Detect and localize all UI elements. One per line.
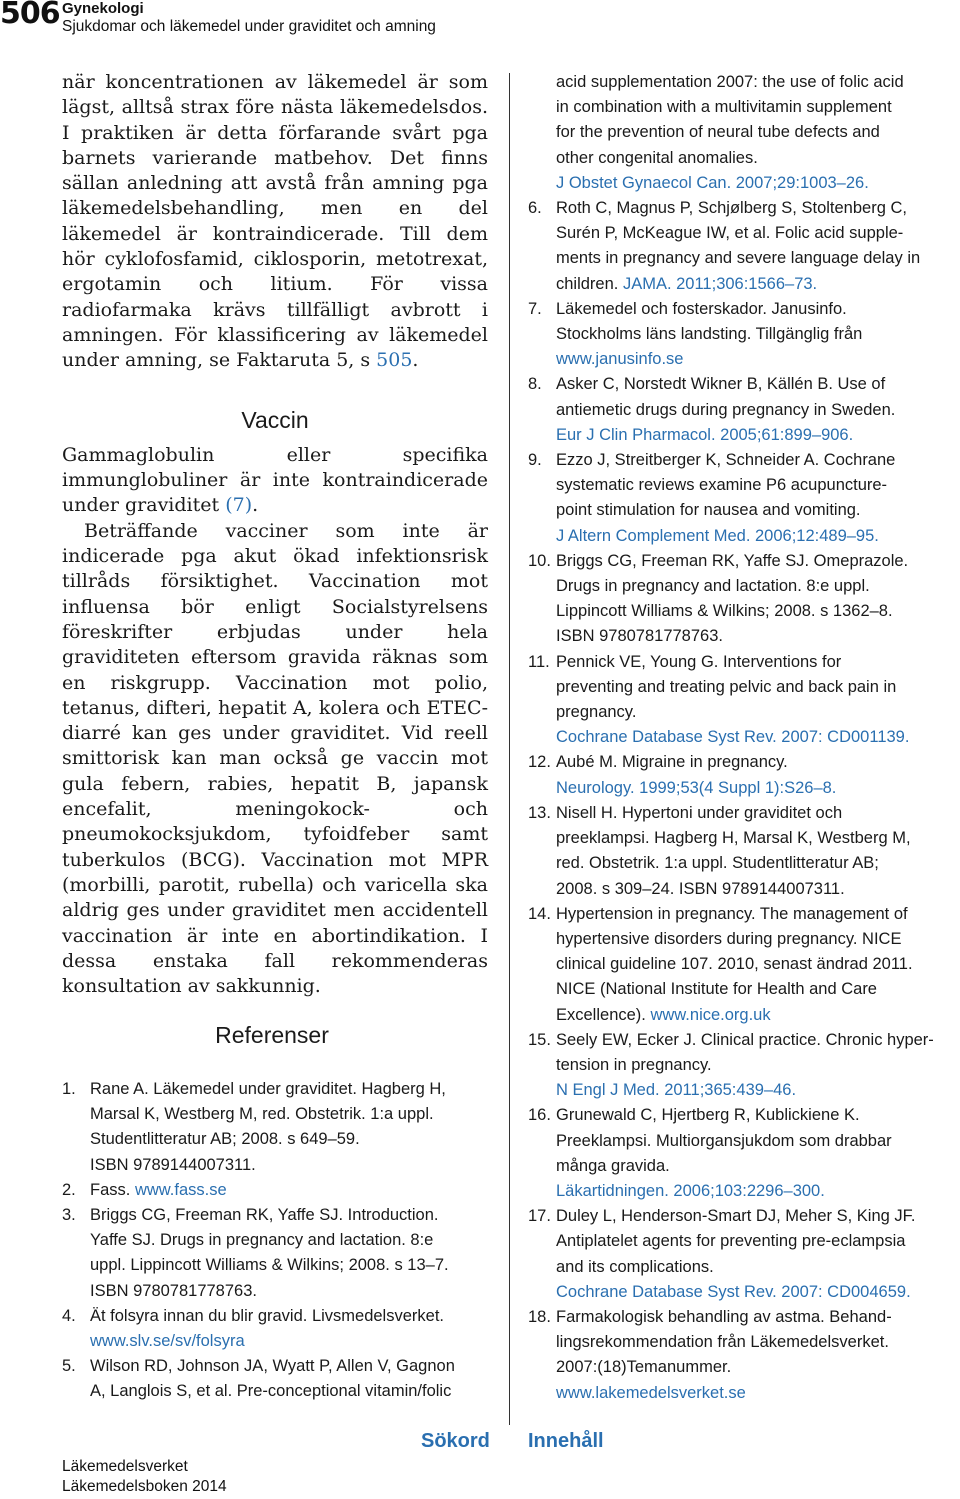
reference-line-text: många gravida. (556, 1156, 670, 1175)
reference-line (90, 1077, 492, 1102)
reference-line (556, 902, 958, 927)
reference-line-text: uppl. Lippincott Williams & Wilkins; 2008. s 13–7. (90, 1256, 449, 1275)
reference-line-text: A, Langlois S, et al. Pre-conceptional vitamin/folic (90, 1382, 452, 1401)
reference-line (90, 1102, 492, 1127)
column-divider (509, 73, 510, 1425)
reference-link[interactable]: Eur J Clin Pharmacol. 2005;61:899–906. (556, 425, 854, 444)
reference-line-text: Pennick VE, Young G. Interventions for (556, 652, 842, 671)
reference-line-text: and its complications. (556, 1257, 714, 1276)
reference-link[interactable]: JAMA. 2011;306:1566–73. (622, 274, 818, 293)
reference-line (556, 826, 958, 851)
reference-text (90, 1178, 492, 1203)
reference-line (90, 1253, 492, 1278)
reference-line (90, 1279, 492, 1304)
reference-line-text: Marsal K, Westberg M, red. Obstetrik. 1:a uppl. (90, 1105, 434, 1124)
reference-item (528, 902, 958, 1028)
reference-line-text: Rane A. Läkemedel under graviditet. Hagberg H, (90, 1080, 446, 1098)
reference-line (90, 1304, 492, 1329)
chapter-title: Sjukdomar och läkemedel under graviditet och amning (62, 18, 436, 35)
reference-line-text: Grunewald C, Hjertberg R, Kublickiene K. (556, 1106, 860, 1125)
reference-link[interactable]: Cochrane Database Syst Rev. 2007: CD001139. (556, 728, 910, 747)
reference-number: 4. (62, 1306, 76, 1325)
reference-line-text: Duley L, Henderson-Smart DJ, Meher S, King JF. (556, 1207, 916, 1226)
reference-text (90, 1304, 492, 1354)
reference-line-text: Nisell H. Hypertoni under graviditet och (556, 803, 843, 822)
reference-line (556, 599, 958, 624)
reference-item (528, 801, 958, 902)
reference-line (556, 549, 958, 574)
reference-line (556, 1154, 958, 1179)
reference-line-text: Asker C, Norstedt Wikner B, Källén B. Use of (556, 375, 886, 394)
reference-line-text: Yaffe SJ. Drugs in pregnancy and lactation. 8:e (90, 1231, 434, 1250)
reference-line: acid supplementation 2007: the use of folic acid (556, 73, 904, 91)
reference-line-text: NICE (National Institute for Health and Care (556, 980, 877, 999)
reference-text (556, 1028, 958, 1104)
reference-line-text: ISBN 9780781778763. (556, 627, 723, 646)
reference-line-text: 2007:(18)Temanummer. (556, 1358, 732, 1377)
reference-line-text: Excellence). (556, 1005, 651, 1024)
reference-line (556, 1355, 958, 1380)
reference-text (556, 750, 958, 800)
reference-number: 11. (528, 652, 550, 671)
reference-line (90, 1178, 492, 1203)
reference-item (62, 1203, 492, 1304)
reference-text (556, 1103, 958, 1204)
paragraph-end: . (252, 494, 259, 517)
reference-link[interactable]: J Altern Complement Med. 2006;12:489–95. (556, 526, 879, 545)
reference-line (556, 448, 958, 473)
reference-link[interactable]: www.janusinfo.se (556, 350, 684, 369)
reference-line (556, 1028, 958, 1053)
reference-item (528, 1103, 958, 1204)
reference-line-text: Lippincott Williams & Wilkins; 2008. s 1362–8. (556, 602, 893, 621)
reference-5-continuation (528, 70, 958, 196)
reference-line (556, 750, 958, 775)
reference-line-text: Ät folsyra innan du blir gravid. Livsmedelsverket. (90, 1306, 444, 1325)
reference-line (556, 498, 958, 523)
reference-line-text: Hypertension in pregnancy. The management of (556, 904, 908, 923)
reference-line (556, 801, 958, 826)
reference-line (556, 1003, 958, 1028)
reference-item (528, 750, 958, 800)
reference-line-text: Läkemedel och fosterskador. Janusinfo. (556, 299, 847, 318)
reference-line-text: ISBN 9780781778763. (90, 1281, 257, 1300)
reference-item (528, 549, 958, 650)
reference-line (556, 851, 958, 876)
reference-item (528, 448, 958, 549)
reference-line-text: Surén P, McKeague IW, et al. Folic acid supple- (556, 224, 904, 243)
reference-number: 7. (528, 299, 542, 318)
reference-line (556, 1229, 958, 1254)
reference-line-text: hypertensive disorders during pregnancy. NICE (556, 929, 902, 948)
reference-item (528, 1305, 958, 1406)
reference-line-text: Seely EW, Ecker J. Clinical practice. Chronic hyper- (556, 1030, 934, 1049)
reference-line (90, 1379, 492, 1404)
reference-text (556, 902, 958, 1028)
reference-line-text: Preeklampsi. Multiorgansjukdom som drabbar (556, 1131, 892, 1150)
reference-text (556, 196, 958, 297)
reference-line-text: red. Obstetrik. 1:a uppl. Studentlitteratur AB; (556, 854, 879, 873)
reference-line-text: Farmakologisk behandling av astma. Behand- (556, 1307, 892, 1326)
vaccin-heading: Vaccin (241, 406, 309, 433)
reference-line (556, 221, 958, 246)
reference-link[interactable]: Neurology. 1999;53(4 Suppl 1):S26–8. (556, 778, 837, 797)
reference-number: 13. (528, 803, 551, 822)
reference-item (528, 1028, 958, 1104)
reference-number: 6. (528, 199, 542, 218)
reference-line (556, 372, 958, 397)
reference-link[interactable]: J Obstet Gynaecol Can. 2007;29:1003–26. (556, 173, 869, 192)
reference-number: 9. (528, 451, 542, 470)
reference-line (556, 1305, 958, 1330)
reference-line-text: lingsrekommendation från Läkemedelsverket. (556, 1333, 889, 1352)
reference-line-text: Briggs CG, Freeman RK, Yaffe SJ. Omeprazole. (556, 551, 909, 570)
reference-line-text: systematic reviews examine P6 acupuncture- (556, 476, 888, 495)
reference-text (90, 1203, 492, 1304)
footer-org: Läkemedelsverket (62, 1458, 188, 1475)
reference-line-text: ments in pregnancy and severe language delay in (556, 249, 921, 268)
reference-line-text: Briggs CG, Freeman RK, Yaffe SJ. Introduction. (90, 1206, 439, 1225)
reference-line (556, 322, 958, 347)
reference-line-text: Ezzo J, Streitberger K, Schneider A. Cochrane (556, 451, 896, 470)
reference-line (556, 977, 958, 1002)
reference-number: 8. (528, 375, 542, 394)
paragraph-breastfeeding (62, 70, 488, 374)
reference-number: 5. (62, 1357, 76, 1376)
section-title: Gynekologi (62, 0, 144, 17)
reference-text (556, 297, 958, 373)
reference-number: 10. (528, 551, 551, 570)
reference-line (556, 952, 958, 977)
page-number: 506 (0, 0, 60, 31)
reference-line (556, 927, 958, 952)
footer-publisher (62, 1457, 227, 1497)
reference-item (62, 1077, 492, 1178)
reference-line-text: preventing and treating pelvic and back pain in (556, 677, 897, 696)
reference-line (556, 877, 958, 902)
reference-link[interactable]: www.lakemedelsverket.se (556, 1383, 746, 1402)
reference-line (556, 700, 958, 725)
reference-line (556, 1255, 958, 1280)
reference-item (528, 196, 958, 297)
reference-link[interactable]: www.slv.se/sv/folsyra (90, 1332, 245, 1351)
reference-item (62, 1304, 492, 1354)
reference-line-text: Antiplatelet agents for preventing pre-eclampsia (556, 1232, 906, 1251)
reference-number: 12. (528, 753, 551, 772)
reference-line (556, 297, 958, 322)
references-heading: Referenser (215, 1022, 329, 1048)
sokord-link[interactable]: Sökord (421, 1430, 490, 1452)
reference-line-text: point stimulation for nausea and vomiting. (556, 501, 861, 520)
reference-number: 16. (528, 1106, 551, 1125)
reference-link-7[interactable]: (7) (225, 494, 253, 517)
reference-line-text: pregnancy. (556, 703, 637, 722)
paragraph-vaccines: Beträffande vacciner som inte är indicerade pga akut ökad infektionsrisk tillråds försiktighet. Vaccination mot influensa bör enligt Socialstyrelsens föreskrifter erbjudas under hela graviditeten eftersom gravida räknas som en riskgrupp. Vaccination mot polio, tetanus, difteri, hepatit A, kolera och ETEC-diarré kan ges under graviditet. Vid reell smittorisk kan man också ge vaccin mot gula febern, rabies, hepatit B, japansk encefalit, meningokock- och pneumokocksjukdom, tyfoidfeber samt tuberkulos (BCG). Vaccination mot MPR (morbilli, parotit, rubella) och varicella ska aldrig ges under graviditet men accidentell vaccination är inte en abortindikation. I dessa enstaka fall rekommenderas konsultation av sakkunnig. (62, 519, 488, 998)
reference-line (90, 1127, 492, 1152)
reference-text (90, 1354, 492, 1404)
reference-text (556, 801, 958, 902)
reference-line-text: children. (556, 274, 623, 293)
reference-line (90, 1354, 492, 1379)
reference-number: 3. (62, 1206, 76, 1225)
reference-text (556, 549, 958, 650)
reference-text (90, 1077, 492, 1178)
reference-text (556, 650, 958, 751)
reference-number: 2. (62, 1180, 76, 1199)
reference-item (62, 1178, 492, 1203)
reference-number: 14. (528, 904, 551, 923)
reference-line: in combination with a multivitamin supplement (556, 98, 892, 117)
reference-line-text: Wilson RD, Johnson JA, Wyatt P, Allen V, Gagnon (90, 1357, 455, 1376)
reference-text (556, 448, 958, 549)
reference-line-text: Studentlitteratur AB; 2008. s 649–59. (90, 1130, 360, 1149)
reference-line-text: clinical guideline 107. 2010, senast ändrad 2011. (556, 955, 913, 974)
reference-number: 18. (528, 1307, 551, 1326)
reference-number: 17. (528, 1207, 551, 1226)
reference-line-text: ISBN 9789144007311. (90, 1155, 256, 1174)
reference-line (556, 473, 958, 498)
reference-line (556, 675, 958, 700)
footer-book: Läkemedelsboken 2014 (62, 1478, 227, 1495)
reference-line-text: Roth C, Magnus P, Schjølberg S, Stoltenberg C, (556, 199, 907, 218)
reference-link[interactable]: N Engl J Med. 2011;365:439–46. (556, 1081, 797, 1100)
reference-line (90, 1203, 492, 1228)
reference-line (556, 272, 958, 297)
reference-number: 1. (62, 1080, 76, 1098)
reference-link[interactable]: www.fass.se (134, 1180, 227, 1199)
references-list-left (62, 1077, 492, 1405)
reference-line (556, 1103, 958, 1128)
reference-line-text: Drugs in pregnancy and lactation. 8:e uppl. (556, 577, 870, 596)
reference-number: 15. (528, 1030, 551, 1049)
paragraph-end: . (412, 349, 419, 372)
paragraph-text: Gammaglobulin eller specifika immunglobuliner är inte kontraindicerade under graviditet (62, 443, 488, 517)
reference-line: for the prevention of neural tube defects and (556, 123, 880, 142)
reference-line-text: antiemetic drugs during pregnancy in Sweden. (556, 400, 896, 419)
reference-line-text: 2008. s 309–24. ISBN 9789144007311. (556, 879, 845, 898)
reference-item (62, 1354, 492, 1404)
reference-line: other congenital anomalies. (556, 148, 758, 167)
reference-line (90, 1153, 492, 1178)
page-link-505[interactable]: 505 (376, 349, 413, 372)
reference-line (556, 1204, 958, 1229)
reference-line (556, 196, 958, 221)
reference-line-text: Fass. (90, 1180, 135, 1199)
reference-item (528, 650, 958, 751)
reference-text (556, 1305, 958, 1406)
reference-item (528, 372, 958, 448)
references-list-right (528, 70, 958, 1406)
reference-item (528, 297, 958, 373)
paragraph-text: när koncentrationen av läkemedel är som lägst, alltså strax före nästa läkemedelsdos. I praktiken är detta förfarande svårt pga barnets varierande matbehov. Det finns sällan anledning att avstå från amning pga läkemedelsbehandling, men en del läkemedel är kontraindicerade. Till dem hör cyklofosfamid, ciklosporin, metotrexat, ergotamin och litium. För vissa radiofarmaka krävs tillfälligt avbrott i amningen. För klassificering av läkemedel under amning, se Faktaruta 5, s (62, 71, 488, 372)
reference-line (556, 246, 958, 271)
reference-text (556, 372, 958, 448)
reference-line-text: tension in pregnancy. (556, 1055, 712, 1074)
reference-line (556, 398, 958, 423)
reference-link[interactable]: www.nice.org.uk (650, 1005, 771, 1024)
reference-line (90, 1228, 492, 1253)
reference-line-text: preeklampsi. Hagberg H, Marsal K, Westberg M, (556, 829, 911, 848)
paragraph-gammaglobulin (62, 443, 488, 519)
innehall-link[interactable]: Innehåll (528, 1430, 604, 1452)
reference-line-text: Stockholms läns landsting. Tillgänglig från (556, 325, 863, 344)
reference-item (528, 1204, 958, 1305)
reference-line (556, 574, 958, 599)
left-column (62, 70, 488, 999)
reference-link[interactable]: Cochrane Database Syst Rev. 2007: CD004659. (556, 1282, 911, 1301)
reference-text (556, 1204, 958, 1305)
reference-link[interactable]: Läkartidningen. 2006;103:2296–300. (556, 1181, 825, 1200)
reference-line (556, 624, 958, 649)
reference-line (556, 1330, 958, 1355)
reference-line (556, 650, 958, 675)
reference-line-text: Aubé M. Migraine in pregnancy. (556, 753, 788, 772)
reference-line (556, 1129, 958, 1154)
reference-line (556, 1053, 958, 1078)
